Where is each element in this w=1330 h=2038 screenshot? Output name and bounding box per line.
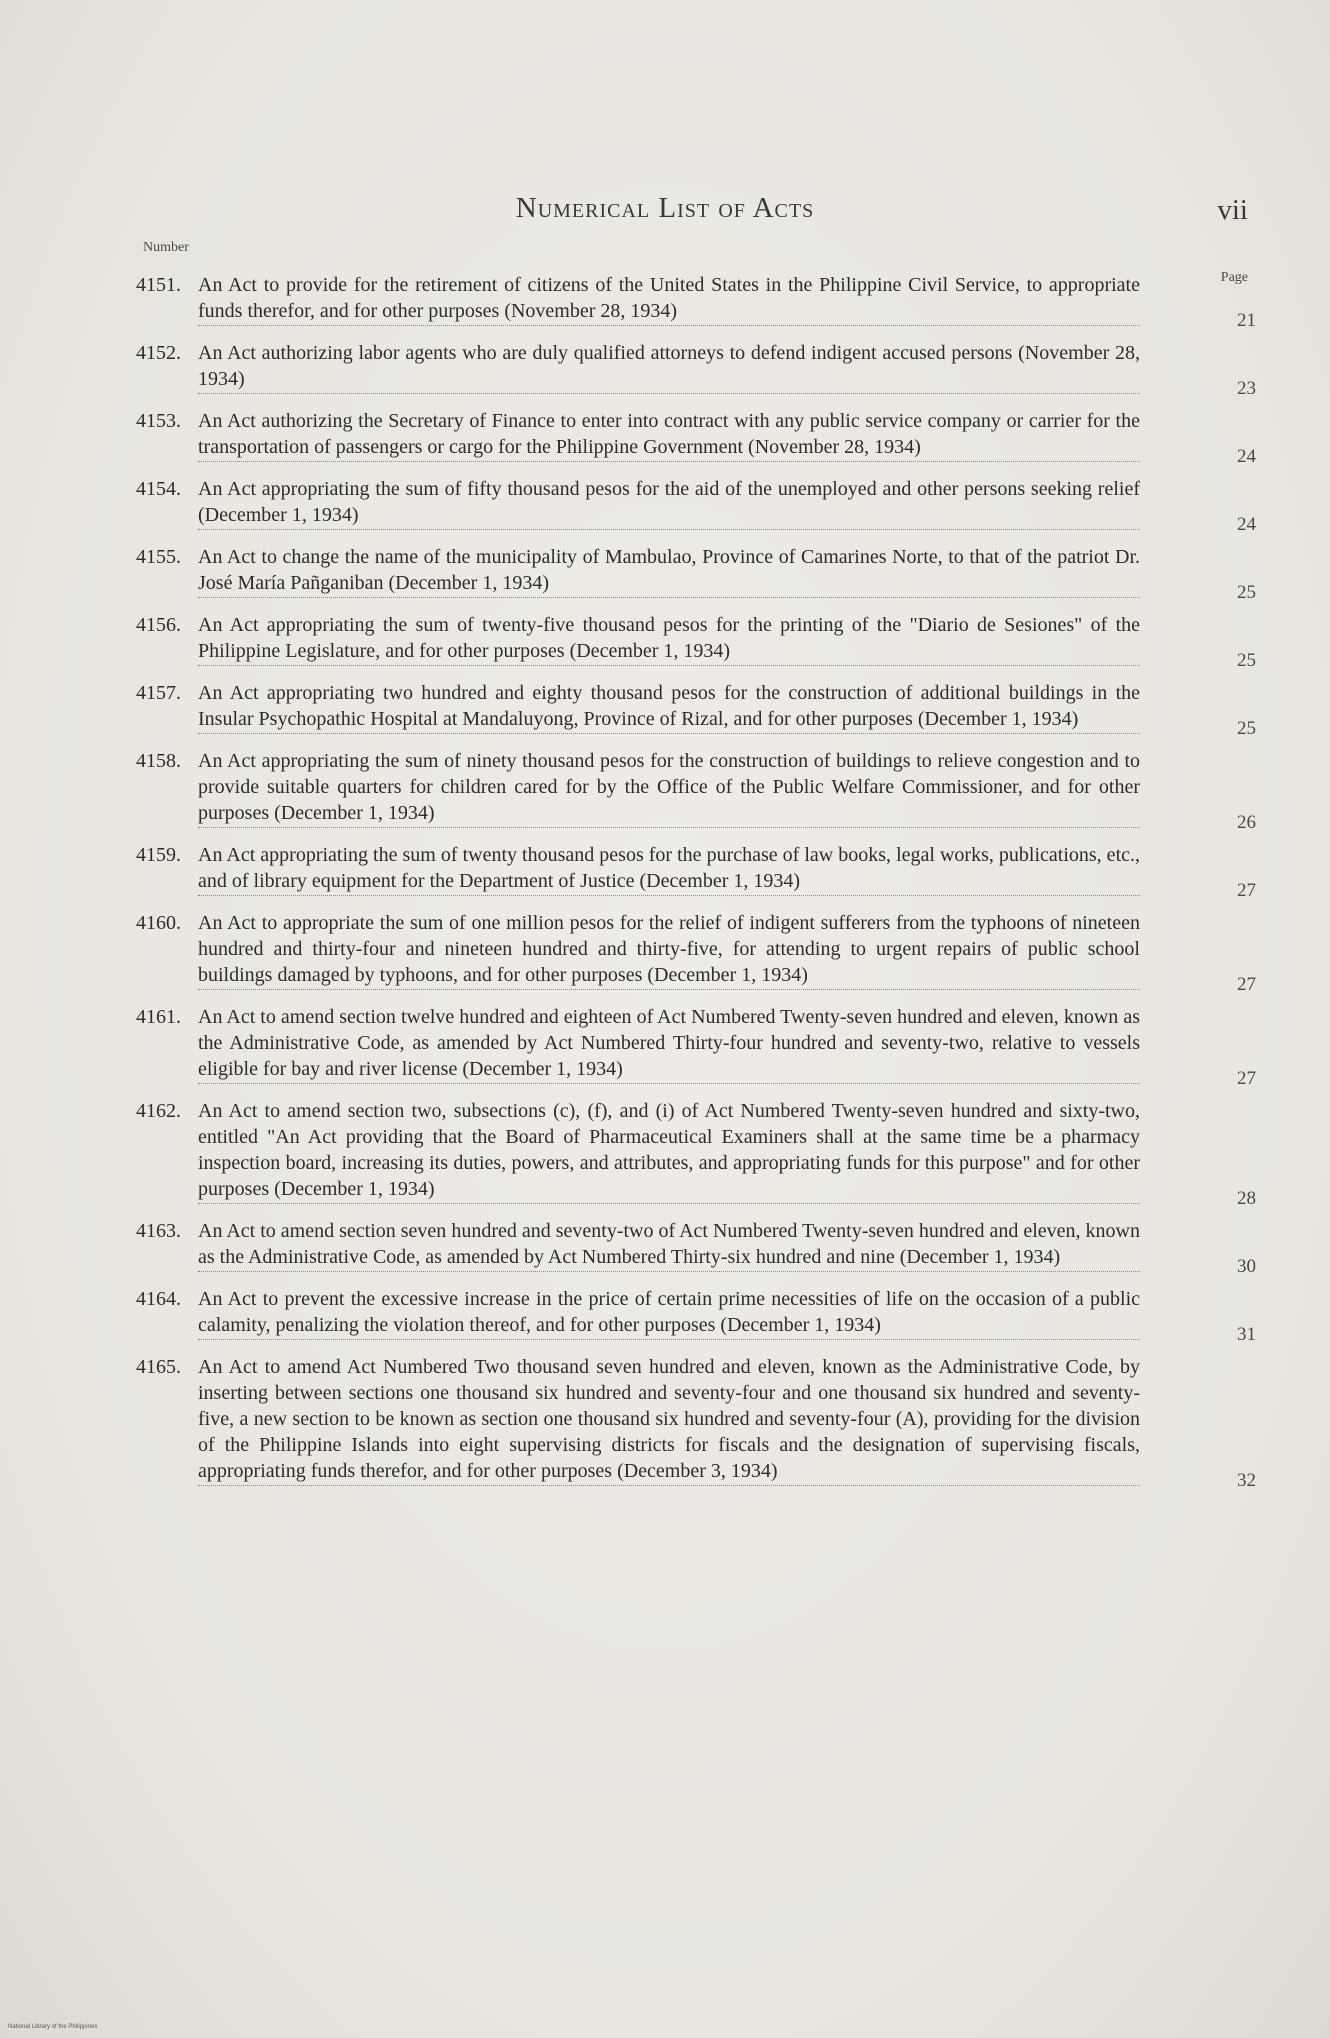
act-title: An Act to amend Act Numbered Two thousand seven hundred and eleven, known as the Administrative Code, by inserting between sections one thousand six hundred and seventy-four and one thousand six hundred and seventy-five, a new section to be known as section one thousand six hundred and seventy-four (A), providing for the division of the Philippine Islands into eight supervising districts for fiscals and the designation of supervising fiscals, appropriating funds therefor, and for other purposes (December 3, 1934) bbox=[198, 1354, 1140, 1486]
act-title: An Act to change the name of the municipality of Mambulao, Province of Camarines Norte, to that of the patriot Dr. José María Pañganiban (December 1, 1934) bbox=[198, 544, 1140, 598]
act-number: 4156. bbox=[136, 614, 181, 636]
act-number: 4159. bbox=[136, 844, 181, 866]
list-item bbox=[136, 910, 1256, 995]
act-page: 27 bbox=[1237, 974, 1256, 995]
act-number: 4157. bbox=[136, 682, 181, 704]
act-number: 4155. bbox=[136, 546, 181, 568]
act-page: 25 bbox=[1237, 582, 1256, 603]
act-number: 4162. bbox=[136, 1100, 181, 1122]
list-item bbox=[136, 1098, 1256, 1209]
act-number: 4160. bbox=[136, 912, 181, 934]
source-footer: National Library of the Philippines bbox=[8, 2024, 98, 2030]
list-item bbox=[136, 476, 1256, 535]
act-title: An Act to amend section two, subsections (c), (f), and (i) of Act Numbered Twenty-seven hundred and sixty-two, entitled "An Act providing that the Board of Pharmaceutical Examiners shall at the same time be a pharmacy inspection board, increasing its duties, powers, and attributes, and appropriating funds for this purpose" and for other purposes (December 1, 1934) bbox=[198, 1098, 1140, 1204]
act-number: 4153. bbox=[136, 410, 181, 432]
act-title: An Act to amend section twelve hundred and eighteen of Act Numbered Twenty-seven hundred and eleven, known as the Administrative Code, as amended by Act Numbered Thirty-four hundred and seventy-two, relative to vessels eligible for bay and river license (December 1, 1934) bbox=[198, 1004, 1140, 1084]
act-number: 4164. bbox=[136, 1288, 181, 1310]
list-item bbox=[136, 748, 1256, 833]
act-page: 26 bbox=[1237, 812, 1256, 833]
act-page: 25 bbox=[1237, 650, 1256, 671]
list-item bbox=[136, 272, 1256, 331]
act-page: 31 bbox=[1237, 1324, 1256, 1345]
page-column-label: Page bbox=[1220, 270, 1248, 285]
act-number: 4161. bbox=[136, 1006, 181, 1028]
act-page: 27 bbox=[1237, 1068, 1256, 1089]
act-page: 27 bbox=[1237, 880, 1256, 901]
act-title: An Act to appropriate the sum of one million pesos for the relief of indigent sufferers from the typhoons of nineteen hundred and thirty-four and nineteen hundred and thirty-five, for attending to urgent repairs of public school buildings damaged by typhoons, and for other purposes (December 1, 1934) bbox=[198, 910, 1140, 990]
act-title: An Act to amend section seven hundred and seventy-two of Act Numbered Twenty-seven hundred and eleven, known as the Administrative Code, as amended by Act Numbered Thirty-six hundred and nine (December 1, 1934) bbox=[198, 1218, 1140, 1272]
list-item bbox=[136, 1286, 1256, 1345]
list-item bbox=[136, 1004, 1256, 1089]
page-title: Numerical List of Acts bbox=[515, 192, 815, 224]
act-title: An Act appropriating the sum of fifty thousand pesos for the aid of the unemployed and other persons seeking relief (December 1, 1934) bbox=[198, 476, 1140, 530]
act-number: 4165. bbox=[136, 1356, 181, 1378]
act-title: An Act to provide for the retirement of citizens of the United States in the Philippine Civil Service, to appropriate funds therefor, and for other purposes (November 28, 1934) bbox=[198, 272, 1140, 326]
act-number: 4152. bbox=[136, 342, 181, 364]
number-column-label: Number bbox=[143, 240, 189, 255]
act-title: An Act authorizing the Secretary of Finance to enter into contract with any public service company or carrier for the transportation of passengers or cargo for the Philippine Government (November 28, 1934) bbox=[198, 408, 1140, 462]
page-header bbox=[0, 188, 1330, 238]
act-page: 28 bbox=[1237, 1188, 1256, 1209]
act-page: 24 bbox=[1237, 514, 1256, 535]
list-item bbox=[136, 544, 1256, 603]
act-number: 4158. bbox=[136, 750, 181, 772]
act-title: An Act authorizing labor agents who are duly qualified attorneys to defend indigent accused persons (November 28, 1934) bbox=[198, 340, 1140, 394]
list-item bbox=[136, 842, 1256, 901]
list-item bbox=[136, 680, 1256, 739]
list-item bbox=[136, 340, 1256, 399]
act-page: 23 bbox=[1237, 378, 1256, 399]
list-item bbox=[136, 408, 1256, 467]
act-title: An Act appropriating the sum of ninety thousand pesos for the construction of buildings to relieve congestion and to provide suitable quarters for children cared for by the Office of the Public Welfare Commissioner, and for other purposes (December 1, 1934) bbox=[198, 748, 1140, 828]
act-page: 21 bbox=[1237, 310, 1256, 331]
act-number: 4151. bbox=[136, 274, 181, 296]
act-title: An Act appropriating the sum of twenty-five thousand pesos for the printing of the "Diario de Sesiones" of the Philippine Legislature, and for other purposes (December 1, 1934) bbox=[198, 612, 1140, 666]
act-page: 24 bbox=[1237, 446, 1256, 467]
act-title: An Act appropriating the sum of twenty thousand pesos for the purchase of law books, legal works, publications, etc., and of library equipment for the Department of Justice (December 1, 1934) bbox=[198, 842, 1140, 896]
page-numeral: vii bbox=[1217, 194, 1248, 226]
act-page: 32 bbox=[1237, 1470, 1256, 1491]
list-item bbox=[136, 1218, 1256, 1277]
act-title: An Act to prevent the excessive increase in the price of certain prime necessities of life on the occasion of a public calamity, penalizing the violation thereof, and for other purposes (December 1, 1934) bbox=[198, 1286, 1140, 1340]
act-page: 30 bbox=[1237, 1256, 1256, 1277]
act-page: 25 bbox=[1237, 718, 1256, 739]
list-item bbox=[136, 1354, 1256, 1491]
act-number: 4163. bbox=[136, 1220, 181, 1242]
list-item bbox=[136, 612, 1256, 671]
act-number: 4154. bbox=[136, 478, 181, 500]
acts-list bbox=[136, 272, 1256, 1500]
act-title: An Act appropriating two hundred and eighty thousand pesos for the construction of additional buildings in the Insular Psychopathic Hospital at Mandaluyong, Province of Rizal, and for other purposes (December 1, 1934) bbox=[198, 680, 1140, 734]
